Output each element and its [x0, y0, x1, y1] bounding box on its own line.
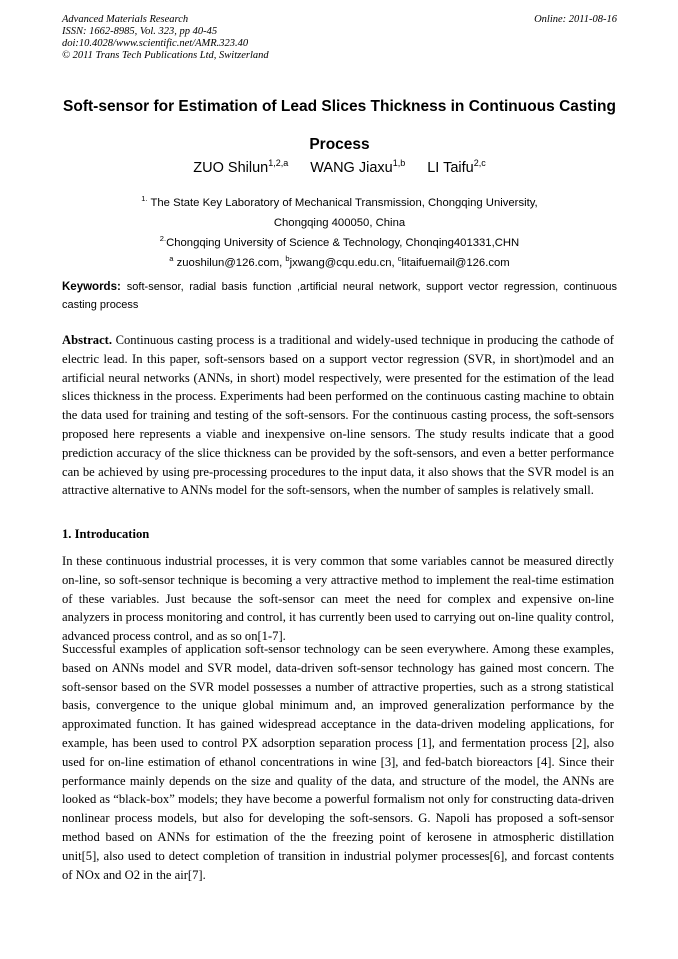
affiliation-1-cont: Chongqing 400050, China [273, 217, 406, 229]
section-heading: 1. Introducation [62, 527, 150, 541]
issn-line: ISSN: 1662-8985, Vol. 323, pp 40-45 [62, 26, 218, 37]
copyright-line: © 2011 Trans Tech Publications Ltd, Switzerland [62, 50, 269, 61]
author-affil-mark: 2,c [473, 158, 486, 168]
email-link[interactable]: zuoshilun@126.com, [176, 257, 283, 269]
journal-header [62, 14, 617, 62]
intro-paragraph-2: Successful examples of application soft-sensor technology can be seen everywhere. Among these examples, based on ANNs model and SVR model, data-driven soft-sensor technology has gained most concern. The soft-sensor based on the SVR model possesses a number of attractive properties, such as a strong statistical basis, convergence to the unique global minimum and, an improved generalization performance by the approximated function. It has gained widespread acceptance in the data-driven modeling applications, for example, has been used to control PX adsorption separation process [1], and fermentation process [2], also used for on-line estimation of ethanol concentrations in wine [3], and fed-batch bioreactors [4]. Since their performance mainly depends on the size and quality of the data, and structure of the model, the ANNs are looked as “black-box” models; they have become a powerful formalism not only for constructing data-driven nonlinear process models, but also for developing the soft-sensors. G. Napoli has proposed a soft-sensor method based on ANNs for estimation of the the freezing point of kerosene in atmospheric distillation unit[5], also used to detect completion of transition in industrial polymer processes[6], and forcast contents of NOx and O2 in the air[7]. [62, 642, 614, 882]
affiliation-2: $^{2.}$Chongqing University of Science & Technology, Chonqing401331,CHN [159, 234, 520, 249]
keywords-block [62, 278, 617, 314]
author-affil-mark: 1,b [392, 158, 406, 168]
author-affil-mark: 1,2,a [268, 158, 289, 168]
journal-name: Advanced Materials Research [62, 14, 189, 25]
abstract-text: Continuous casting process is a traditional and widely-used technique in producing the cathode of electric lead. In this paper, soft-sensors based on a support vector regression (SVR, in short)model and an artificial neural networks (ANNs, in short) model respectively, were presented for the estimation of the lead slices thickness in the process. Experiments had been performed on the continuous casting machine to obtain the data used for training and testing of the soft-sensors. For the continuous casting process, the soft-sensors proposed here represents a viable and inexpensive on-line sensors. The study results indicate that a good prediction accuracy of the slice thickness can be provided by the soft-sensors, and even a better performance can be achieved by using pre-processing procedures to the input data, it also shows that the SVR model is an attractive alternative to ANNs model for the soft-sensors, when the number of samples is relatively small. [62, 333, 614, 498]
abstract-label: Abstract. [62, 333, 113, 347]
abstract-block [62, 331, 614, 500]
author-name: WANG Jiaxu [310, 160, 393, 176]
keywords-label: Keywords: [62, 281, 121, 293]
online-date: Online: 2011-08-16 [534, 14, 617, 25]
email-link[interactable]: jxwang@cqu.edu.cn, [289, 257, 395, 269]
author-name: LI Taifu [427, 160, 474, 176]
email-line: $^a$ zuoshilun@126.com, $^b$jxwang@cqu.edu.cn, $^c$litaifuemail@126.com [169, 254, 510, 269]
author-name: ZUO Shilun [193, 160, 269, 176]
intro-paragraph-1: In these continuous industrial processes, it is very common that some variables cannot be measured directly on-line, so soft-sensor technique is becoming a very attractive method to implement the real-time estimation of these variables. Just because the soft-sensor can meet the need for complex and expensive on-line analyzers in process monitoring and control, it has currently been used to carrying out on-line quality control, advanced process control, and as so on[1-7]. [62, 554, 614, 644]
keywords-text: soft-sensor, radial basis function ,artificial neural network, support vector regression, continuous casting process [62, 281, 617, 311]
affiliations [62, 193, 617, 273]
affiliation-1: $^{1.}$ The State Key Laboratory of Mechanical Transmission, Chongqing University, [141, 194, 538, 209]
doi-line: doi:10.4028/www.scientific.net/AMR.323.40 [62, 38, 249, 49]
author-list [62, 158, 617, 178]
email-link[interactable]: litaifuemail@126.com [401, 257, 510, 269]
paper-title: Soft-sensor for Estimation of Lead Slices Thickness in Continuous Casting Process [63, 98, 616, 153]
